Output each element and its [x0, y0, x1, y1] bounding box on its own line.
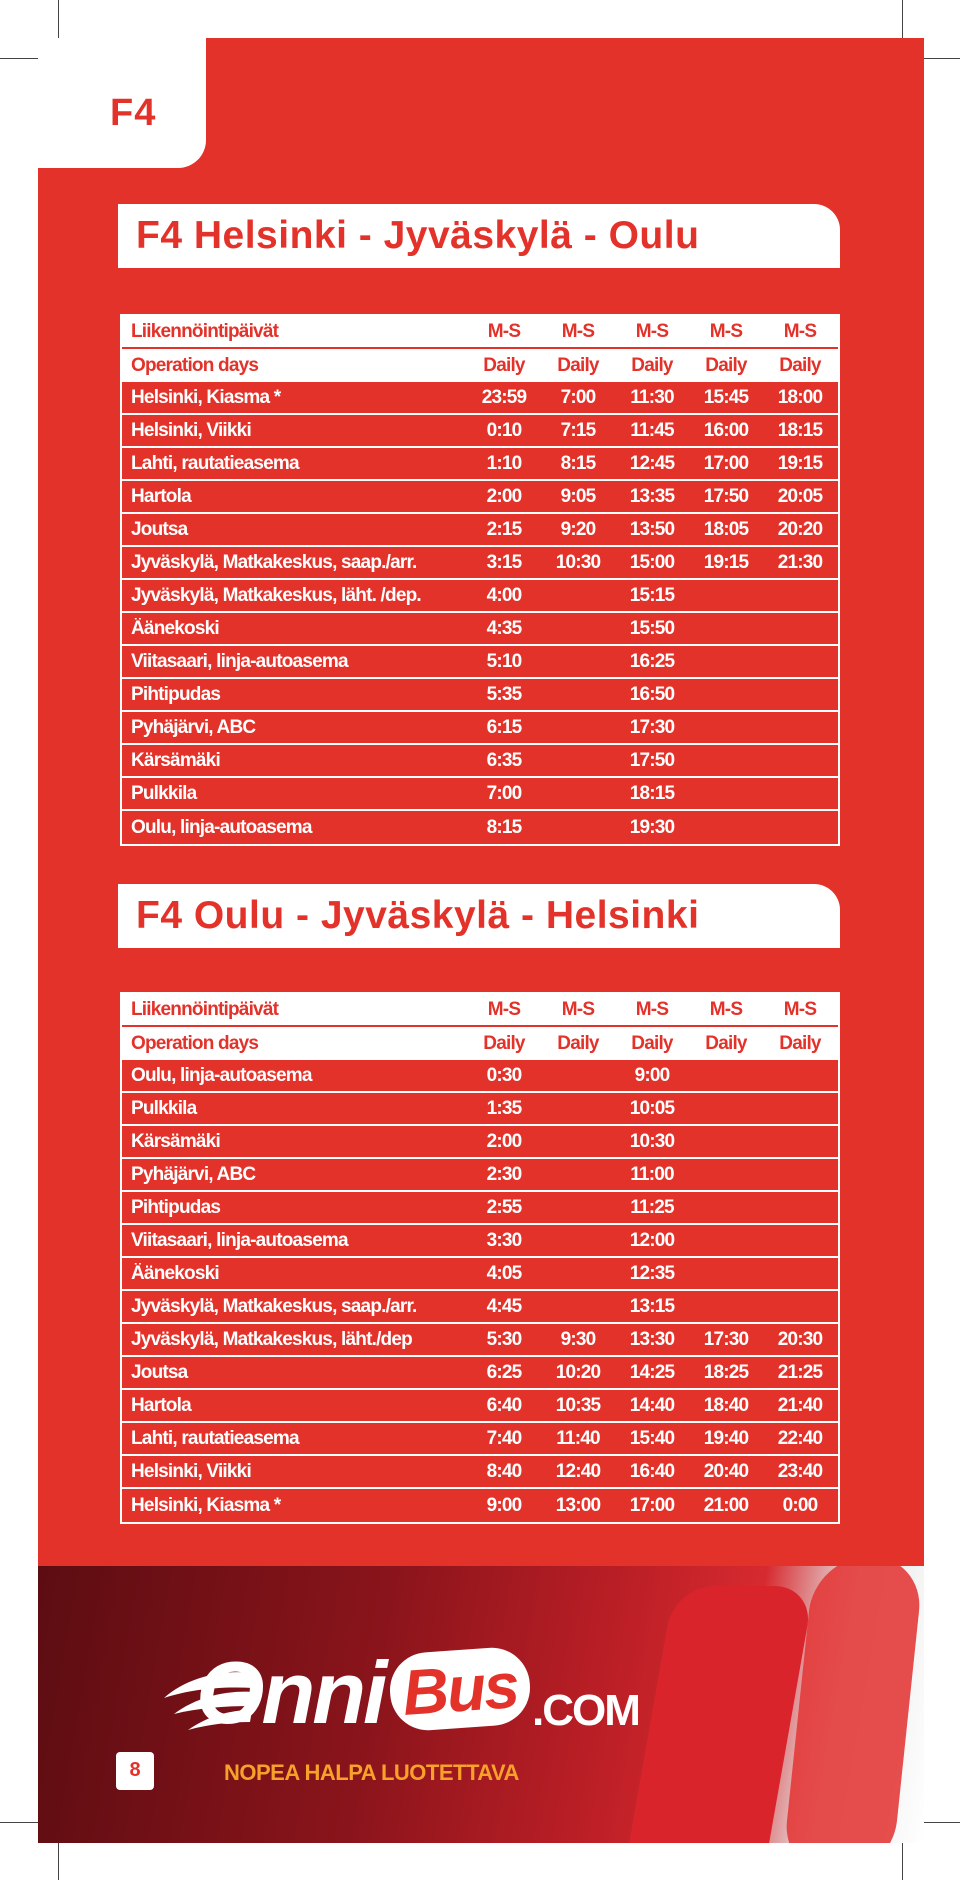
departure-time: 2:30	[486, 1163, 522, 1185]
logo-onni-text: Onni	[196, 1643, 385, 1742]
departure-time: 10:20	[555, 1361, 601, 1383]
timetable-title-box	[118, 884, 840, 948]
stop-name: Oulu, linja-autoasema	[131, 1064, 312, 1086]
departure-time: 2:55	[486, 1196, 522, 1218]
departure-time: 9:00	[486, 1494, 522, 1516]
table-row	[122, 1159, 838, 1192]
departure-time: 10:30	[555, 551, 601, 573]
departure-time: 10:35	[555, 1394, 601, 1416]
table-row	[122, 1324, 838, 1357]
departure-time: Daily	[557, 1032, 599, 1054]
departure-time: 18:05	[703, 518, 749, 540]
table-row	[122, 1126, 838, 1159]
departure-time: 3:30	[486, 1229, 522, 1251]
logo-bus-text: Bus	[400, 1649, 520, 1729]
departure-time: 4:00	[486, 584, 522, 606]
departure-time: 13:50	[629, 518, 675, 540]
departure-time: 10:05	[629, 1097, 675, 1119]
stop-name: Äänekoski	[131, 617, 219, 639]
departure-time: 19:15	[777, 452, 823, 474]
timetable-title-box	[118, 204, 840, 268]
table-row	[122, 580, 838, 613]
timetable-table	[120, 992, 840, 1524]
stop-name: Lahti, rautatieasema	[131, 1427, 299, 1449]
stop-name: Kärsämäki	[131, 749, 220, 771]
departure-time: 23:59	[481, 386, 527, 408]
departure-time: M-S	[709, 320, 743, 342]
table-row	[122, 481, 838, 514]
table-row	[122, 679, 838, 712]
departure-time: 20:40	[703, 1460, 749, 1482]
departure-time: Daily	[779, 354, 821, 376]
departure-time: 11:45	[630, 419, 674, 441]
departure-time: M-S	[561, 998, 595, 1020]
departure-time: 16:25	[629, 650, 675, 672]
table-row	[122, 613, 838, 646]
table-row	[122, 1225, 838, 1258]
departure-time: 2:00	[486, 1130, 522, 1152]
departure-time: Daily	[705, 1032, 747, 1054]
departure-time: 11:25	[630, 1196, 674, 1218]
departure-time: 11:00	[630, 1163, 674, 1185]
stop-name: Lahti, rautatieasema	[131, 452, 299, 474]
departure-time: M-S	[487, 320, 521, 342]
departure-time: M-S	[783, 998, 817, 1020]
departure-time: 7:40	[486, 1427, 522, 1449]
departure-time: 12:45	[629, 452, 675, 474]
departure-time: 6:40	[486, 1394, 522, 1416]
departure-time: 8:15	[560, 452, 596, 474]
departure-time: 2:15	[486, 518, 522, 540]
departure-time: 19:30	[629, 816, 675, 838]
departure-time: 6:25	[486, 1361, 522, 1383]
stop-name: Jyväskylä, Matkakeskus, saap./arr.	[131, 551, 417, 573]
departure-time: Daily	[705, 354, 747, 376]
stop-name: Viitasaari, linja-autoasema	[131, 1229, 348, 1251]
table-row	[122, 514, 838, 547]
departure-time: 6:15	[486, 716, 522, 738]
table-header-row	[122, 994, 838, 1027]
departure-time: 2:00	[486, 485, 522, 507]
departure-time: 21:25	[777, 1361, 823, 1383]
departure-time: 0:00	[782, 1494, 818, 1516]
departure-time: 3:15	[486, 551, 522, 573]
departure-time: 17:30	[703, 1328, 749, 1350]
departure-time: 15:15	[629, 584, 675, 606]
stop-name: Liikennöintipäivät	[131, 998, 279, 1020]
route-tab-label: F4	[110, 92, 157, 134]
departure-time: 18:25	[703, 1361, 749, 1383]
departure-time: 21:40	[777, 1394, 823, 1416]
stop-name: Joutsa	[131, 518, 188, 540]
table-row	[122, 415, 838, 448]
stop-name: Pihtipudas	[131, 683, 221, 705]
route-tab	[38, 38, 206, 168]
table-row	[122, 646, 838, 679]
departure-time: 6:35	[486, 749, 522, 771]
stop-name: Jyväskylä, Matkakeskus, läht. /dep.	[131, 584, 421, 606]
departure-time: 20:30	[777, 1328, 823, 1350]
timetable-page	[38, 38, 924, 1843]
departure-time: M-S	[783, 320, 817, 342]
departure-time: 9:00	[634, 1064, 670, 1086]
stop-name: Liikennöintipäivät	[131, 320, 279, 342]
logo-com-text: .COM	[532, 1686, 639, 1735]
departure-time: Daily	[483, 354, 525, 376]
departure-time: Daily	[557, 354, 599, 376]
stop-name: Operation days	[131, 1032, 259, 1054]
logo-bus-badge	[387, 1645, 532, 1733]
page-number: 8	[129, 1759, 141, 1781]
table-row	[122, 1489, 838, 1522]
departure-time: 10:30	[629, 1130, 675, 1152]
departure-time: 20:05	[777, 485, 823, 507]
departure-time: Daily	[779, 1032, 821, 1054]
departure-time: 21:00	[703, 1494, 749, 1516]
footer-banner	[38, 1566, 924, 1843]
departure-time: 15:00	[629, 551, 675, 573]
departure-time: 22:40	[777, 1427, 823, 1449]
departure-time: 5:35	[486, 683, 522, 705]
departure-time: Daily	[631, 1032, 673, 1054]
table-header-row	[122, 1027, 838, 1060]
table-row	[122, 382, 838, 415]
stop-name: Helsinki, Kiasma *	[131, 1494, 281, 1516]
departure-time: M-S	[635, 998, 669, 1020]
departure-time: 8:15	[486, 816, 522, 838]
timetable-table	[120, 314, 840, 846]
departure-time: 13:30	[629, 1328, 675, 1350]
stop-name: Äänekoski	[131, 1262, 219, 1284]
timetable-title: F4 Helsinki - Jyväskylä - Oulu	[136, 214, 700, 257]
stop-name: Pulkkila	[131, 782, 197, 804]
stop-name: Pyhäjärvi, ABC	[131, 1163, 256, 1185]
departure-time: 7:15	[560, 419, 596, 441]
table-row	[122, 745, 838, 778]
table-row	[122, 1192, 838, 1225]
stop-name: Helsinki, Viikki	[131, 1460, 251, 1482]
table-row	[122, 712, 838, 745]
departure-time: 12:00	[629, 1229, 675, 1251]
departure-time: 1:35	[486, 1097, 522, 1119]
departure-time: 15:40	[629, 1427, 675, 1449]
departure-time: 17:50	[703, 485, 749, 507]
departure-time: 11:30	[630, 386, 674, 408]
table-row	[122, 778, 838, 811]
stop-name: Joutsa	[131, 1361, 188, 1383]
stop-name: Jyväskylä, Matkakeskus, läht./dep	[131, 1328, 412, 1350]
table-header-row	[122, 316, 838, 349]
table-row	[122, 1423, 838, 1456]
departure-time: 20:20	[777, 518, 823, 540]
stop-name: Pihtipudas	[131, 1196, 221, 1218]
table-row	[122, 1390, 838, 1423]
departure-time: 13:35	[629, 485, 675, 507]
departure-time: 19:15	[703, 551, 749, 573]
bus-graphic	[622, 1586, 815, 1843]
departure-time: 17:00	[629, 1494, 675, 1516]
departure-time: 13:00	[555, 1494, 601, 1516]
table-row	[122, 1093, 838, 1126]
departure-time: 16:00	[703, 419, 749, 441]
stop-name: Helsinki, Kiasma *	[131, 386, 281, 408]
departure-time: M-S	[635, 320, 669, 342]
departure-time: 0:30	[486, 1064, 522, 1086]
table-row	[122, 448, 838, 481]
departure-time: M-S	[561, 320, 595, 342]
table-row	[122, 1357, 838, 1390]
timetable-title: F4 Oulu - Jyväskylä - Helsinki	[136, 894, 700, 937]
departure-time: 5:30	[486, 1328, 522, 1350]
stop-name: Kärsämäki	[131, 1130, 220, 1152]
departure-time: 17:00	[703, 452, 749, 474]
departure-time: 12:40	[555, 1460, 601, 1482]
stop-name: Pyhäjärvi, ABC	[131, 716, 256, 738]
departure-time: 18:15	[629, 782, 675, 804]
departure-time: 18:00	[777, 386, 823, 408]
departure-time: 16:40	[629, 1460, 675, 1482]
departure-time: 7:00	[486, 782, 522, 804]
departure-time: 19:40	[703, 1427, 749, 1449]
stop-name: Viitasaari, linja-autoasema	[131, 650, 348, 672]
departure-time: 21:30	[777, 551, 823, 573]
departure-time: 0:10	[486, 419, 522, 441]
stop-name: Pulkkila	[131, 1097, 197, 1119]
departure-time: 17:50	[629, 749, 675, 771]
table-row	[122, 547, 838, 580]
departure-time: 4:35	[486, 617, 522, 639]
slogan: NOPEA HALPA LUOTETTAVA	[224, 1760, 519, 1785]
table-row	[122, 1291, 838, 1324]
table-row	[122, 1060, 838, 1093]
departure-time: 15:45	[703, 386, 749, 408]
departure-time: 15:50	[629, 617, 675, 639]
departure-time: 7:00	[560, 386, 596, 408]
departure-time: 23:40	[777, 1460, 823, 1482]
departure-time: 1:10	[486, 452, 522, 474]
stop-name: Operation days	[131, 354, 259, 376]
departure-time: 16:50	[629, 683, 675, 705]
departure-time: 4:05	[486, 1262, 522, 1284]
departure-time: 18:40	[703, 1394, 749, 1416]
departure-time: 12:35	[629, 1262, 675, 1284]
stop-name: Hartola	[131, 485, 191, 507]
departure-time: 14:40	[629, 1394, 675, 1416]
table-header-row	[122, 349, 838, 382]
departure-time: M-S	[487, 998, 521, 1020]
stop-name: Hartola	[131, 1394, 191, 1416]
departure-time: Daily	[631, 354, 673, 376]
stop-name: Jyväskylä, Matkakeskus, saap./arr.	[131, 1295, 417, 1317]
departure-time: 5:10	[486, 650, 522, 672]
departure-time: 18:15	[777, 419, 823, 441]
stop-name: Oulu, linja-autoasema	[131, 816, 312, 838]
departure-time: 9:05	[560, 485, 596, 507]
departure-time: 13:15	[629, 1295, 675, 1317]
table-row	[122, 811, 838, 844]
stop-name: Helsinki, Viikki	[131, 419, 251, 441]
table-row	[122, 1258, 838, 1291]
departure-time: 9:20	[560, 518, 596, 540]
departure-time: 9:30	[560, 1328, 596, 1350]
table-row	[122, 1456, 838, 1489]
page-number-badge	[116, 1752, 154, 1790]
departure-time: 4:45	[486, 1295, 522, 1317]
departure-time: 8:40	[486, 1460, 522, 1482]
departure-time: Daily	[483, 1032, 525, 1054]
departure-time: 17:30	[629, 716, 675, 738]
departure-time: 14:25	[629, 1361, 675, 1383]
departure-time: 11:40	[556, 1427, 600, 1449]
departure-time: M-S	[709, 998, 743, 1020]
